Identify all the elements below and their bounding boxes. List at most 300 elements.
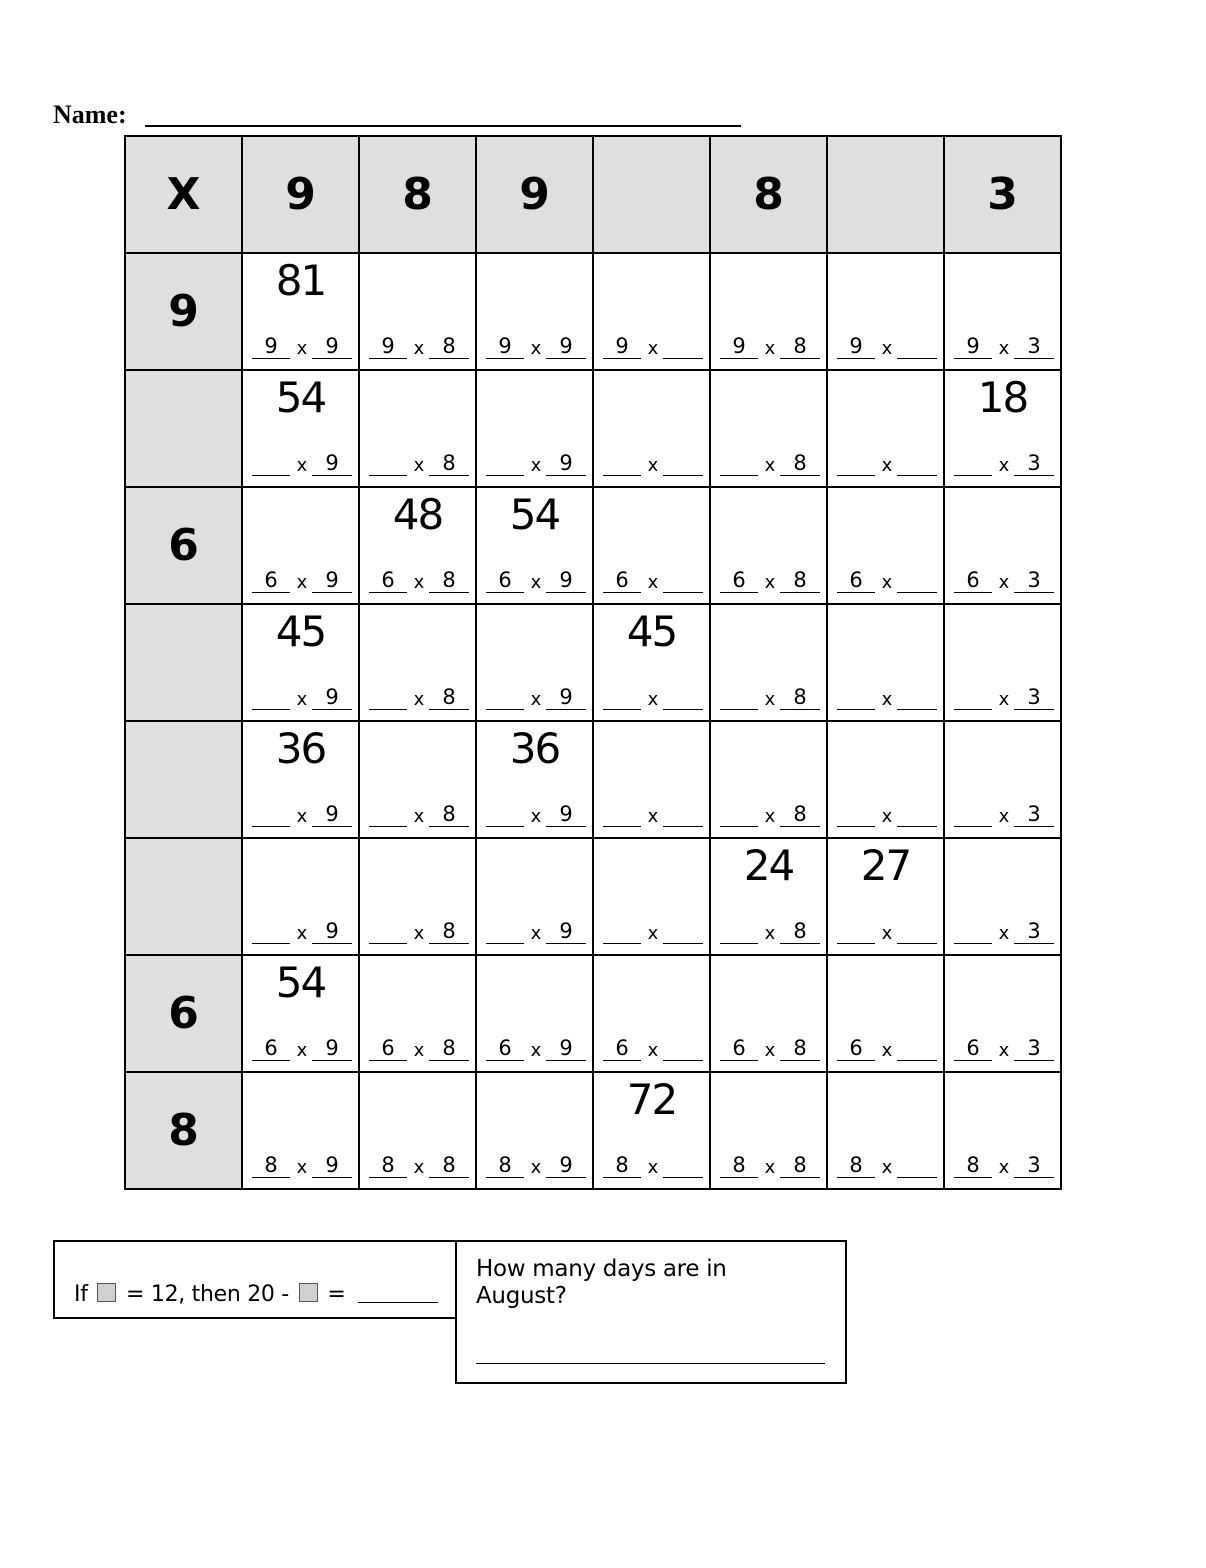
factor-col-blank: 3 xyxy=(1014,1153,1054,1178)
fact-line xyxy=(603,567,703,593)
times-sign: x xyxy=(413,1157,425,1178)
fact-line xyxy=(486,450,586,476)
product-answer: 27 xyxy=(860,841,911,890)
fact-line xyxy=(837,333,937,359)
product-answer: 24 xyxy=(743,841,794,890)
factor-row-blank: 6 xyxy=(252,568,290,593)
factor-col-blank xyxy=(897,451,937,476)
box-square-icon xyxy=(97,1283,116,1302)
factor-row-blank: 8 xyxy=(252,1153,290,1178)
product-cell[interactable] xyxy=(476,721,593,838)
product-cell[interactable] xyxy=(710,1072,827,1189)
factor-col-blank: 3 xyxy=(1014,568,1054,593)
row-header: 6 xyxy=(125,955,242,1072)
product-answer: 54 xyxy=(509,490,560,539)
product-cell[interactable] xyxy=(476,1072,593,1189)
times-sign: x xyxy=(881,572,893,593)
product-cell[interactable] xyxy=(359,838,476,955)
product-answer: 36 xyxy=(509,724,560,773)
fact-line xyxy=(954,684,1054,710)
factor-row-blank xyxy=(603,685,641,710)
fact-line xyxy=(486,1152,586,1178)
factor-row-blank: 8 xyxy=(837,1153,875,1178)
factor-col-blank: 9 xyxy=(546,1036,586,1061)
product-cell[interactable] xyxy=(827,721,944,838)
fact-line xyxy=(954,801,1054,827)
factor-col-blank: 8 xyxy=(780,451,820,476)
factor-row-blank xyxy=(720,451,758,476)
fact-line xyxy=(837,567,937,593)
times-sign: x xyxy=(764,338,776,359)
factor-col-blank: 3 xyxy=(1014,1036,1054,1061)
times-sign: x xyxy=(998,338,1010,359)
times-sign: x xyxy=(881,455,893,476)
factor-col-blank: 3 xyxy=(1014,334,1054,359)
factor-row-blank: 8 xyxy=(486,1153,524,1178)
factor-col-blank: 9 xyxy=(546,919,586,944)
factor-col-blank: 9 xyxy=(312,802,352,827)
row-header: 9 xyxy=(125,253,242,370)
product-cell[interactable] xyxy=(827,370,944,487)
product-answer: 48 xyxy=(392,490,443,539)
product-cell[interactable] xyxy=(359,487,476,604)
times-sign: x xyxy=(530,1040,542,1061)
fact-line xyxy=(720,450,820,476)
times-sign: x xyxy=(881,1040,893,1061)
factor-row-blank xyxy=(369,919,407,944)
factor-col-blank xyxy=(897,334,937,359)
factor-col-blank: 8 xyxy=(429,568,469,593)
product-cell[interactable] xyxy=(593,838,710,955)
column-header[interactable] xyxy=(593,136,710,253)
factor-row-blank xyxy=(954,685,992,710)
factor-row-blank xyxy=(486,685,524,710)
grid-row xyxy=(125,955,1061,1072)
factor-col-blank xyxy=(897,685,937,710)
factor-col-blank xyxy=(897,919,937,944)
grid-row xyxy=(125,838,1061,955)
product-cell[interactable] xyxy=(593,487,710,604)
times-sign: x xyxy=(881,923,893,944)
times-sign: x xyxy=(530,1157,542,1178)
column-header: 8 xyxy=(359,136,476,253)
row-header: 8 xyxy=(125,1072,242,1189)
fact-line xyxy=(837,801,937,827)
times-sign: x xyxy=(998,572,1010,593)
product-cell[interactable] xyxy=(242,487,359,604)
grid-row xyxy=(125,487,1061,604)
factor-col-blank: 9 xyxy=(546,451,586,476)
factor-row-blank xyxy=(369,451,407,476)
times-sign: x xyxy=(647,689,659,710)
row-header[interactable] xyxy=(125,838,242,955)
product-cell[interactable] xyxy=(242,1072,359,1189)
factor-col-blank xyxy=(663,568,703,593)
fact-line xyxy=(720,1152,820,1178)
factor-col-blank xyxy=(663,919,703,944)
factor-col-blank xyxy=(663,451,703,476)
times-sign: x xyxy=(296,572,308,593)
fact-line xyxy=(486,1035,586,1061)
column-header: 8 xyxy=(710,136,827,253)
column-header: 3 xyxy=(944,136,1061,253)
factor-col-blank: 9 xyxy=(546,1153,586,1178)
factor-col-blank xyxy=(897,802,937,827)
factor-row-blank: 9 xyxy=(837,334,875,359)
grid-row xyxy=(125,1072,1061,1189)
factor-row-blank: 8 xyxy=(369,1153,407,1178)
fact-line xyxy=(603,1035,703,1061)
factor-row-blank xyxy=(252,802,290,827)
factor-row-blank xyxy=(720,919,758,944)
fact-line xyxy=(486,801,586,827)
product-cell[interactable] xyxy=(944,721,1061,838)
days-in-august-question: How many days are in August? xyxy=(476,1256,727,1309)
times-sign: x xyxy=(647,806,659,827)
answer-line[interactable] xyxy=(476,1363,825,1364)
fact-line xyxy=(369,567,469,593)
times-sign: x xyxy=(764,572,776,593)
factor-row-blank: 8 xyxy=(603,1153,641,1178)
factor-col-blank: 8 xyxy=(780,334,820,359)
product-cell[interactable] xyxy=(242,370,359,487)
product-cell[interactable] xyxy=(476,955,593,1072)
fact-line xyxy=(603,450,703,476)
product-cell[interactable] xyxy=(710,370,827,487)
fact-line xyxy=(252,450,352,476)
factor-col-blank: 9 xyxy=(312,919,352,944)
times-sign: x xyxy=(647,455,659,476)
product-cell[interactable] xyxy=(944,370,1061,487)
times-sign: x xyxy=(296,1157,308,1178)
name-label: Name: xyxy=(53,100,127,129)
grid-row xyxy=(125,253,1061,370)
fact-line xyxy=(252,1035,352,1061)
times-sign: x xyxy=(998,1157,1010,1178)
product-cell[interactable] xyxy=(710,253,827,370)
factor-row-blank xyxy=(837,685,875,710)
product-cell[interactable] xyxy=(710,604,827,721)
name-blank-line[interactable] xyxy=(145,125,741,127)
times-sign: x xyxy=(296,1040,308,1061)
factor-col-blank: 3 xyxy=(1014,685,1054,710)
product-cell[interactable] xyxy=(242,604,359,721)
question-suffix: = xyxy=(327,1282,346,1307)
question-prefix: If xyxy=(74,1282,88,1307)
factor-row-blank xyxy=(486,919,524,944)
times-sign: x xyxy=(881,1157,893,1178)
factor-col-blank: 8 xyxy=(429,685,469,710)
header-row xyxy=(125,136,1061,253)
factor-row-blank xyxy=(837,802,875,827)
times-sign: x xyxy=(413,689,425,710)
fact-line xyxy=(252,684,352,710)
grid-row xyxy=(125,721,1061,838)
fact-line xyxy=(954,450,1054,476)
times-sign: x xyxy=(764,1157,776,1178)
factor-col-blank xyxy=(663,1036,703,1061)
fact-line xyxy=(486,918,586,944)
factor-col-blank xyxy=(897,1153,937,1178)
factor-col-blank: 8 xyxy=(429,1036,469,1061)
product-answer: 45 xyxy=(275,607,326,656)
product-cell[interactable] xyxy=(476,604,593,721)
column-header: 9 xyxy=(242,136,359,253)
factor-row-blank xyxy=(954,451,992,476)
product-cell[interactable] xyxy=(827,838,944,955)
fact-line xyxy=(369,1152,469,1178)
product-cell[interactable] xyxy=(710,955,827,1072)
answer-line[interactable] xyxy=(358,1302,438,1303)
product-cell[interactable] xyxy=(944,487,1061,604)
product-answer: 18 xyxy=(977,373,1028,422)
product-cell[interactable] xyxy=(476,838,593,955)
factor-col-blank: 9 xyxy=(312,568,352,593)
factor-col-blank: 9 xyxy=(312,1036,352,1061)
times-sign: x xyxy=(413,806,425,827)
product-cell[interactable] xyxy=(710,721,827,838)
times-sign: x xyxy=(530,572,542,593)
fact-line xyxy=(954,1152,1054,1178)
product-cell[interactable] xyxy=(944,955,1061,1072)
column-header: 9 xyxy=(476,136,593,253)
factor-row-blank xyxy=(837,919,875,944)
row-header[interactable] xyxy=(125,604,242,721)
fact-line xyxy=(369,918,469,944)
row-header[interactable] xyxy=(125,721,242,838)
product-cell[interactable] xyxy=(359,1072,476,1189)
row-header: 6 xyxy=(125,487,242,604)
product-cell[interactable] xyxy=(476,370,593,487)
fact-line xyxy=(954,918,1054,944)
column-header[interactable] xyxy=(827,136,944,253)
fact-line xyxy=(720,333,820,359)
fact-line xyxy=(486,333,586,359)
product-cell[interactable] xyxy=(476,487,593,604)
fact-line xyxy=(369,684,469,710)
factor-row-blank xyxy=(603,802,641,827)
factor-col-blank xyxy=(663,334,703,359)
question-box-right xyxy=(455,1240,847,1384)
factor-col-blank: 8 xyxy=(429,919,469,944)
product-answer: 72 xyxy=(626,1075,677,1124)
grid-row xyxy=(125,604,1061,721)
product-cell[interactable] xyxy=(593,370,710,487)
product-cell[interactable] xyxy=(242,253,359,370)
times-sign: x xyxy=(647,1040,659,1061)
times-sign: x xyxy=(764,806,776,827)
product-answer: 54 xyxy=(275,958,326,1007)
times-sign: x xyxy=(530,455,542,476)
fact-line xyxy=(837,684,937,710)
times-sign: x xyxy=(881,806,893,827)
factor-col-blank: 9 xyxy=(546,685,586,710)
factor-row-blank: 9 xyxy=(486,334,524,359)
factor-row-blank: 6 xyxy=(837,1036,875,1061)
factor-col-blank xyxy=(897,1036,937,1061)
fact-line xyxy=(369,450,469,476)
factor-col-blank: 9 xyxy=(312,334,352,359)
times-sign: x xyxy=(647,572,659,593)
product-cell[interactable] xyxy=(359,955,476,1072)
product-cell[interactable] xyxy=(593,955,710,1072)
product-cell[interactable] xyxy=(944,1072,1061,1189)
product-cell[interactable] xyxy=(827,253,944,370)
factor-row-blank xyxy=(954,802,992,827)
product-cell[interactable] xyxy=(359,721,476,838)
factor-row-blank xyxy=(252,451,290,476)
product-cell[interactable] xyxy=(476,253,593,370)
times-sign: x xyxy=(530,806,542,827)
fact-line xyxy=(837,1035,937,1061)
factor-row-blank: 6 xyxy=(369,1036,407,1061)
factor-row-blank: 6 xyxy=(954,568,992,593)
factor-row-blank xyxy=(954,919,992,944)
product-answer: 54 xyxy=(275,373,326,422)
factor-col-blank: 8 xyxy=(429,1153,469,1178)
product-cell[interactable] xyxy=(359,370,476,487)
times-sign: x xyxy=(764,455,776,476)
factor-row-blank: 9 xyxy=(369,334,407,359)
times-sign: x xyxy=(998,689,1010,710)
product-answer: 45 xyxy=(626,607,677,656)
factor-col-blank: 8 xyxy=(780,919,820,944)
factor-col-blank: 3 xyxy=(1014,802,1054,827)
factor-row-blank: 9 xyxy=(603,334,641,359)
factor-row-blank: 6 xyxy=(720,1036,758,1061)
product-cell[interactable] xyxy=(593,604,710,721)
times-sign: x xyxy=(647,1157,659,1178)
factor-row-blank: 9 xyxy=(954,334,992,359)
factor-row-blank: 9 xyxy=(720,334,758,359)
times-sign: x xyxy=(530,338,542,359)
times-sign: x xyxy=(413,338,425,359)
factor-row-blank xyxy=(369,802,407,827)
product-cell[interactable] xyxy=(359,604,476,721)
factor-col-blank: 8 xyxy=(429,451,469,476)
fact-line xyxy=(252,801,352,827)
product-cell[interactable] xyxy=(242,838,359,955)
product-answer: 36 xyxy=(275,724,326,773)
times-sign: x xyxy=(296,455,308,476)
fact-line xyxy=(252,567,352,593)
question-box-left xyxy=(53,1240,457,1319)
times-sign: x xyxy=(413,572,425,593)
factor-row-blank: 8 xyxy=(954,1153,992,1178)
factor-col-blank: 9 xyxy=(546,568,586,593)
fact-line xyxy=(369,801,469,827)
factor-col-blank: 8 xyxy=(780,802,820,827)
row-header[interactable] xyxy=(125,370,242,487)
factor-row-blank: 6 xyxy=(486,568,524,593)
factor-row-blank xyxy=(603,451,641,476)
factor-row-blank: 6 xyxy=(720,568,758,593)
times-sign: x xyxy=(998,806,1010,827)
factor-row-blank xyxy=(252,919,290,944)
product-cell[interactable] xyxy=(827,1072,944,1189)
factor-col-blank xyxy=(663,685,703,710)
fact-line xyxy=(486,684,586,710)
product-cell[interactable] xyxy=(359,253,476,370)
factor-row-blank xyxy=(369,685,407,710)
times-sign: x xyxy=(647,923,659,944)
times-sign: x xyxy=(413,1040,425,1061)
factor-row-blank: 6 xyxy=(603,1036,641,1061)
box-square-icon xyxy=(299,1283,318,1302)
factor-col-blank: 3 xyxy=(1014,451,1054,476)
multiplication-grid xyxy=(124,135,1062,1190)
fact-line xyxy=(720,801,820,827)
factor-row-blank xyxy=(603,919,641,944)
times-sign: x xyxy=(998,1040,1010,1061)
fact-line xyxy=(720,918,820,944)
factor-row-blank xyxy=(486,451,524,476)
factor-row-blank: 9 xyxy=(252,334,290,359)
factor-row-blank: 8 xyxy=(720,1153,758,1178)
factor-col-blank xyxy=(663,802,703,827)
grid-row xyxy=(125,370,1061,487)
product-cell[interactable] xyxy=(242,955,359,1072)
times-sign: x xyxy=(764,689,776,710)
product-cell[interactable] xyxy=(827,487,944,604)
product-cell[interactable] xyxy=(827,604,944,721)
product-cell[interactable] xyxy=(710,487,827,604)
product-cell[interactable] xyxy=(944,253,1061,370)
factor-col-blank: 9 xyxy=(546,802,586,827)
product-cell[interactable] xyxy=(710,838,827,955)
factor-col-blank: 8 xyxy=(429,802,469,827)
corner-cell: X xyxy=(125,136,242,253)
missing-number-question xyxy=(74,1282,345,1307)
fact-line xyxy=(603,333,703,359)
times-sign: x xyxy=(296,806,308,827)
factor-row-blank xyxy=(252,685,290,710)
factor-col-blank: 3 xyxy=(1014,919,1054,944)
times-sign: x xyxy=(881,689,893,710)
fact-line xyxy=(603,918,703,944)
fact-line xyxy=(837,918,937,944)
times-sign: x xyxy=(296,338,308,359)
times-sign: x xyxy=(647,338,659,359)
fact-line xyxy=(252,1152,352,1178)
factor-col-blank xyxy=(897,568,937,593)
times-sign: x xyxy=(881,338,893,359)
factor-col-blank: 8 xyxy=(780,1153,820,1178)
fact-line xyxy=(720,567,820,593)
fact-line xyxy=(603,1152,703,1178)
fact-line xyxy=(837,1152,937,1178)
factor-row-blank: 6 xyxy=(486,1036,524,1061)
fact-line xyxy=(837,450,937,476)
product-cell[interactable] xyxy=(593,253,710,370)
factor-col-blank xyxy=(663,1153,703,1178)
product-cell[interactable] xyxy=(944,838,1061,955)
fact-line xyxy=(954,567,1054,593)
product-cell[interactable] xyxy=(242,721,359,838)
times-sign: x xyxy=(296,923,308,944)
factor-row-blank: 6 xyxy=(954,1036,992,1061)
times-sign: x xyxy=(530,689,542,710)
product-cell[interactable] xyxy=(944,604,1061,721)
product-cell[interactable] xyxy=(827,955,944,1072)
product-cell[interactable] xyxy=(593,1072,710,1189)
product-answer: 81 xyxy=(275,256,326,305)
factor-row-blank: 6 xyxy=(369,568,407,593)
factor-col-blank: 9 xyxy=(312,685,352,710)
product-cell[interactable] xyxy=(593,721,710,838)
factor-col-blank: 8 xyxy=(780,1036,820,1061)
factor-col-blank: 8 xyxy=(780,568,820,593)
